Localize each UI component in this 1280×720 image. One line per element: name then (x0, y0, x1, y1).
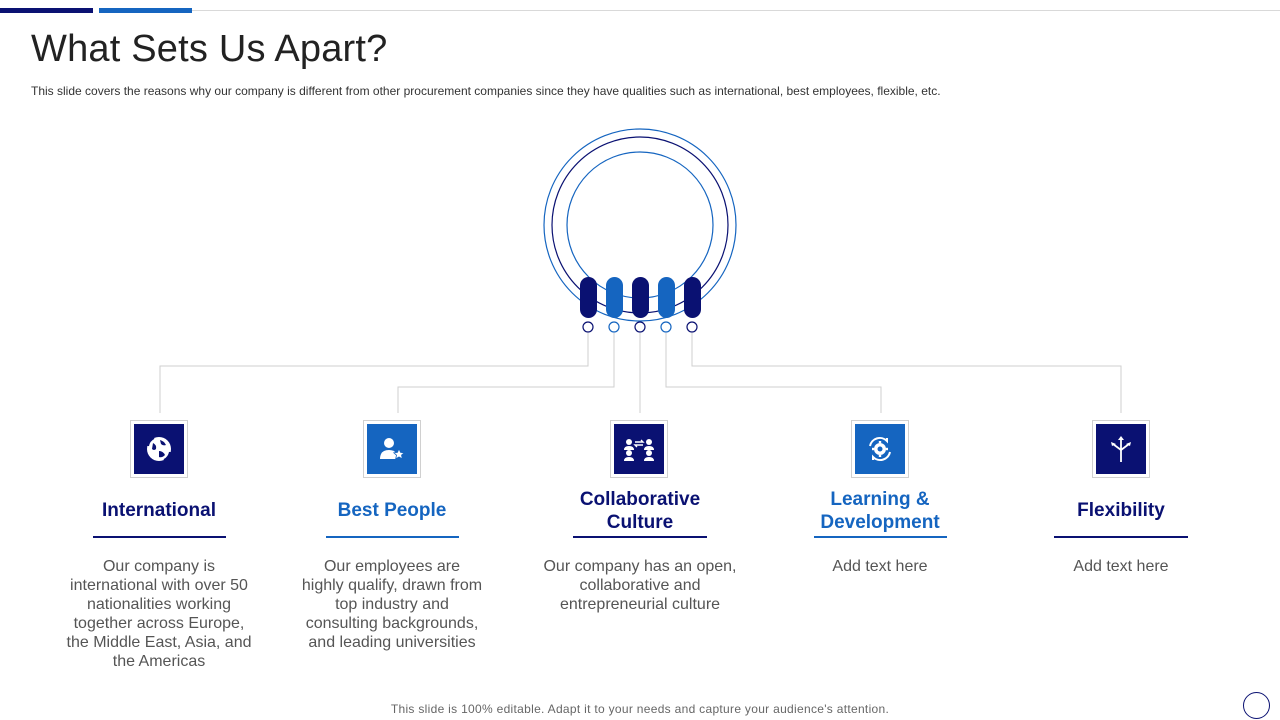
corner-circle-icon (1243, 692, 1270, 719)
hub-dot-3 (635, 322, 645, 332)
icon-card-collaborative-culture (610, 420, 668, 478)
item-underline-best-people (326, 536, 459, 538)
item-description-learning-development: Add text here (832, 558, 928, 575)
item-title-flexibility: Flexibility (1077, 500, 1165, 521)
connector-5 (692, 333, 1121, 413)
hub-pill-3 (632, 277, 649, 318)
item-underline-collaborative-culture (573, 536, 707, 538)
hub-pill-2 (606, 277, 623, 318)
item-description-international: Our company is international with over 50 nationalities working together across Europe, the Middle East, Asia, and the Americas (66, 558, 252, 670)
item-underline-learning-development (814, 536, 947, 538)
icon-card-international (130, 420, 188, 478)
hub-dot-4 (661, 322, 671, 332)
hub-pill-4 (658, 277, 675, 318)
person-star-icon (367, 424, 417, 474)
inner-ring (567, 152, 713, 298)
hub-dot-2 (609, 322, 619, 332)
item-description-best-people: Our employees are highly qualify, drawn from top industry and consulting backgrounds, and leading universities (301, 558, 483, 651)
item-title-best-people: Best People (337, 500, 447, 521)
item-underline-flexibility (1054, 536, 1188, 538)
globe-arrows-icon (134, 424, 184, 474)
hub-dot-5 (687, 322, 697, 332)
connector-1 (160, 333, 588, 413)
item-description-flexibility: Add text here (1073, 558, 1169, 575)
connector-4 (666, 333, 881, 413)
gear-cycle-icon (855, 424, 905, 474)
connector-2 (398, 333, 614, 413)
connectors (160, 333, 1121, 413)
icon-card-learning-development (851, 420, 909, 478)
item-description-collaborative-culture: Our company has an open, collaborative and entrepreneurial culture (543, 558, 737, 613)
hub-pill-1 (580, 277, 597, 318)
hub-pill-5 (684, 277, 701, 318)
item-title-international: International (101, 500, 216, 521)
item-underline-international (93, 536, 226, 538)
icon-card-flexibility (1092, 420, 1150, 478)
hub-dot-1 (583, 322, 593, 332)
page-subtitle: This slide covers the reasons why our company is different from other procurement companies since they have qualities such as international, best employees, flexible, etc. (31, 84, 941, 98)
people-exchange-icon (614, 424, 664, 474)
icon-card-best-people (363, 420, 421, 478)
page-title: What Sets Us Apart? (31, 28, 388, 70)
branching-arrows-icon (1096, 424, 1146, 474)
item-title-learning-development: Learning & Development (820, 489, 940, 533)
footer-note: This slide is 100% editable. Adapt it to your needs and capture your audience's attention. (390, 702, 890, 716)
item-title-collaborative-culture: Collaborative Culture (579, 489, 701, 533)
